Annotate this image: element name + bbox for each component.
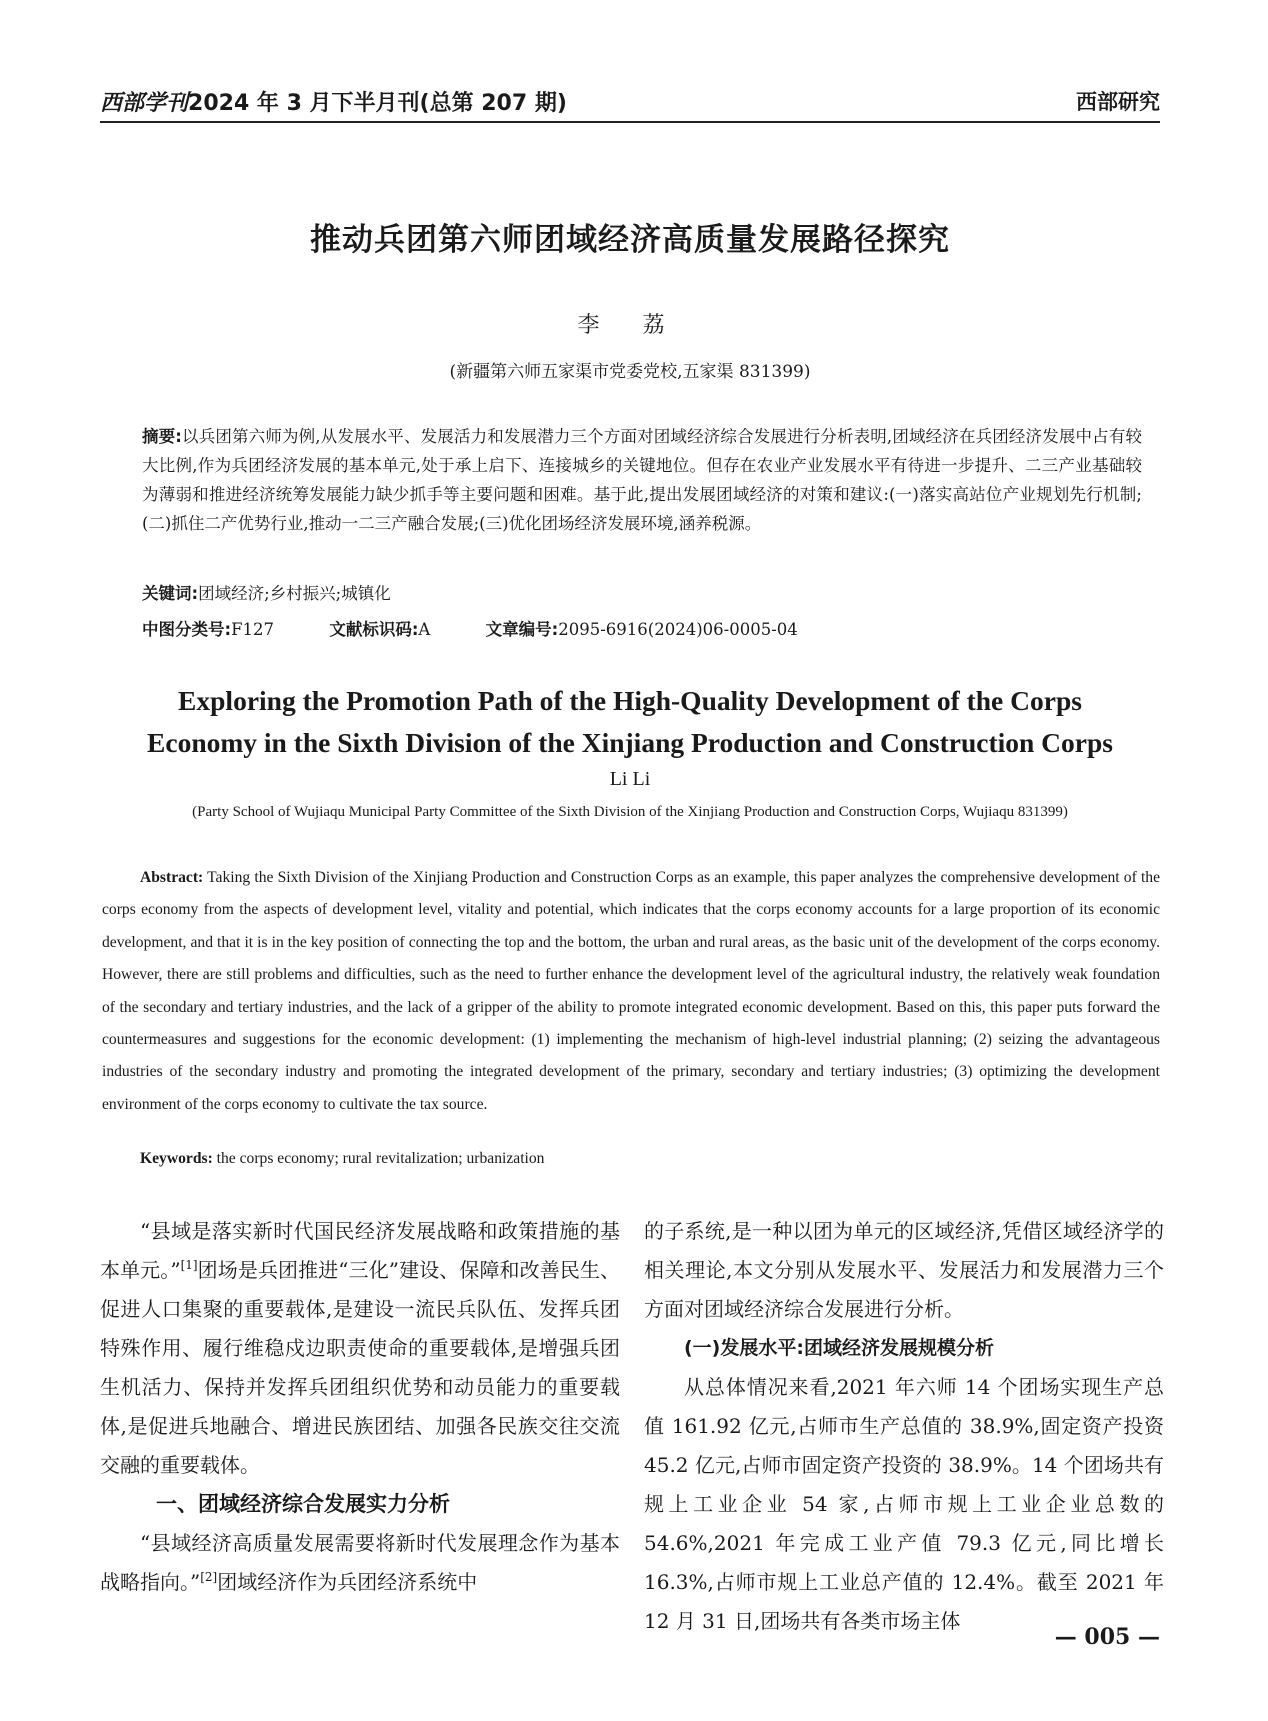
en-keywords [140,1150,1160,1168]
paragraph: 的子系统,是一种以团为单元的区域经济,凭借区域经济学的相关理论,本文分别从发展水平、发展活力和发展潜力三个方面对团域经济综合发展进行分析。 [644,1219,1164,1321]
cn-title: 推动兵团第六师团域经济高质量发展路径探究 [310,222,950,258]
cn-affiliation: (新疆第六师五家渠市党委党校,五家渠 831399) [449,362,811,382]
doc-code-value: A [418,620,431,639]
cn-article-meta [142,616,1142,640]
doc-code-item [329,620,430,639]
cn-keywords [142,580,1142,604]
en-abstract [102,862,1160,1121]
cn-author: 李 荔 [577,313,683,338]
article-no-value: 2095-6916(2024)06-0005-04 [558,620,798,639]
citation-ref: [2] [200,1570,218,1584]
paragraph-text: 团域经济作为兵团经济系统中 [217,1570,478,1594]
article-no-item [486,620,798,639]
paragraph-text: “县域经济高质量发展需要将新时代发展理念作为基本战略指向。” [100,1531,620,1594]
cn-abstract-text: 以兵团第六师为例,从发展水平、发展活力和发展潜力三个方面对团域经济综合发展进行分析表明,团域经济在兵团经济发展中占有较大比例,作为兵团经济发展的基本单元,处于承上启下、连接城乡的关键地位。但存在农业产业发展水平有待进一步提升、二三产业基础较为薄弱和推进经济统筹发展能力缺少抓手等主要问题和困难。基于此,提出发展团域经济的对策和建议:(一)落实高站位产业规划先行机制;(二)抓住二产优势行业,推动一二三产融合发展;(三)优化团场经济发展环境,涵养税源。 [142,427,1142,533]
clc-value: F127 [231,620,275,639]
en-title [100,680,1160,764]
en-author: Li Li [609,768,651,790]
paragraph-text: “县域是落实新时代国民经济发展战略和政策措施的基本单元。” [100,1219,620,1282]
cn-abstract-label: 摘要: [142,427,182,446]
page-number: — 005 — [1054,1624,1160,1650]
en-title-line-1: Exploring the Promotion Path of the High-Quality Development of the Corps [178,685,1082,716]
en-keywords-text: the corps economy; rural revitalization; urbanization [216,1150,545,1167]
subsection-heading: (一)发展水平:团域经济发展规模分析 [684,1337,994,1359]
doc-code-label: 文献标识码: [329,620,419,639]
clc-item [142,620,274,639]
section-heading: 一、团域经济综合发展实力分析 [156,1492,450,1516]
clc-label: 中图分类号: [142,620,232,639]
en-keywords-label: Keywords: [140,1150,213,1167]
journal-issue [100,86,567,117]
body-column-left [100,1212,620,1602]
running-header [100,86,1160,126]
cn-abstract [142,422,1142,538]
journal-logo: 西部学刊 [100,90,189,116]
paragraph: 从总体情况来看,2021 年六师 14 个团场实现生产总值 161.92 亿元,占师市生产总值的 38.9%,固定资产投资 45.2 亿元,占师市固定资产投资的 38.9%。14 个团场共有规上工业企业 54 家,占师市规上工业企业总数的 54.6%,2021 年完成工业产值 79.3 亿元,同比增长 16.3%,占师市规上工业总产值的 12.4%。截至 2021 年 12 月 31 日,团场共有各类市场主体 [644,1375,1164,1633]
en-abstract-label: Abstract: [140,869,204,886]
paragraph-text: 团场是兵团推进“三化”建设、保障和改善民生、促进人口集聚的重要载体,是建设一流民兵队伍、发挥兵团特殊作用、履行维稳戍边职责使命的重要载体,是增强兵团生机活力、保持并发挥兵团组织优势和动员能力的重要载体,是促进兵地融合、增进民族团结、加强各民族交往交流交融的重要载体。 [100,1258,620,1477]
paragraph [100,1524,620,1602]
article-no-label: 文章编号: [485,620,559,639]
en-affiliation: (Party School of Wujiaqu Municipal Party Committee of the Sixth Division of the Xinjiang Production and Construction Corps, Wujiaqu 831399) [192,804,1068,820]
en-abstract-text: Taking the Sixth Division of the Xinjiang Production and Construction Corps as an example, this paper analyzes the comprehensive development of the corps economy from the aspects of development level, vitality and potential, which indicates that the corps economy accounts for a large proportion of its economic development, and that it is in the key position of connecting the top and the bottom, the urban and rural areas, as the basic unit of the development of the corps economy. However, there are still problems and difficulties, such as the need to further enhance the development level of the agricultural industry, the relatively weak foundation of the secondary and tertiary industries, and the lack of a gripper of the ability to promote integrated economic development. Based on this, this paper puts forward the countermeasures and suggestions for the economic development: (1) implementing the mechanism of high-level industrial planning; (2) seizing the advantageous industries of the secondary industry and promoting the integrated development of the primary, secondary and tertiary industries; (3) optimizing the development environment of the corps economy to cultivate the tax source. [102,869,1160,1113]
issue-label: 2024 年 3 月下半月刊(总第 207 期) [188,91,567,116]
citation-ref: [1] [180,1258,198,1272]
cn-keywords-label: 关键词: [142,584,199,603]
body-column-right [644,1212,1164,1641]
header-rule [100,121,1160,123]
paragraph [100,1212,620,1485]
section-label: 西部研究 [1076,90,1160,114]
cn-keywords-text: 团域经济;乡村振兴;城镇化 [198,584,391,603]
en-title-line-2: Economy in the Sixth Division of the Xinjiang Production and Construction Corps [147,727,1113,758]
